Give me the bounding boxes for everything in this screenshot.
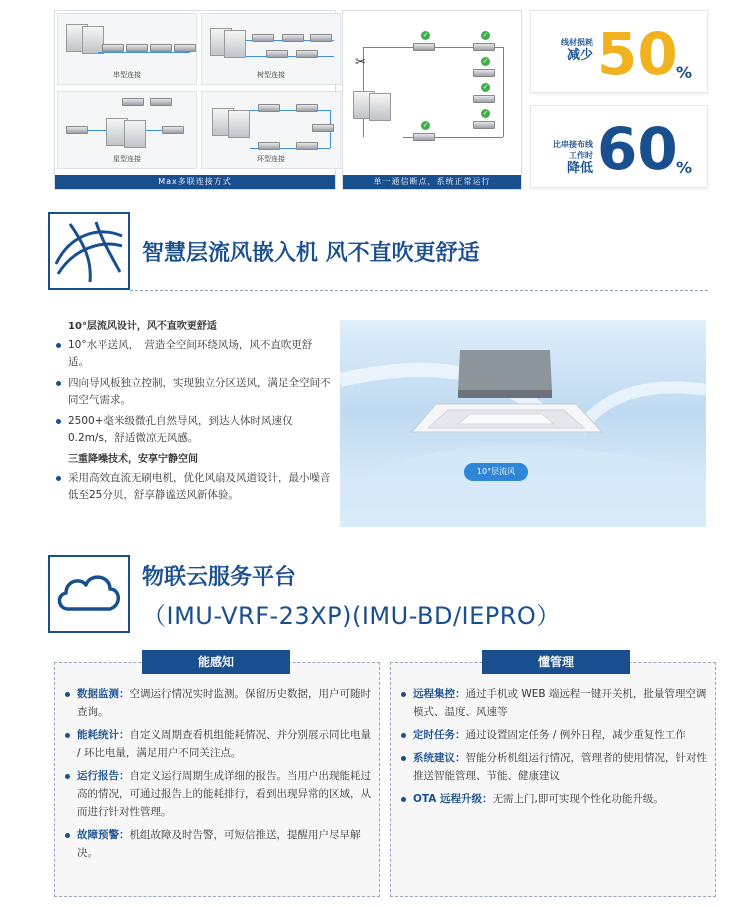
management-item xyxy=(401,685,707,721)
indoor-unit-icon xyxy=(312,124,334,132)
management-item xyxy=(401,749,707,785)
check-icon: ✓ xyxy=(482,31,489,39)
outdoor-unit-icon xyxy=(82,26,104,54)
scissors-icon: ✂ xyxy=(355,55,366,70)
feature-bullet: 10°水平送风， 营造全空间环绕风场，风不直吹更舒适。 xyxy=(56,337,331,371)
indoor-unit-icon xyxy=(296,104,318,112)
indoor-unit-icon xyxy=(258,142,280,150)
section-title-cloud: 物联云服务平台 xyxy=(142,565,297,590)
diagram-caption: 环型连接 xyxy=(257,155,285,163)
outdoor-unit-icon xyxy=(224,30,246,58)
indoor-unit-icon xyxy=(126,44,148,52)
cloud-icon xyxy=(50,557,128,631)
stat-value: 50 xyxy=(597,20,678,88)
cloud-section-icon xyxy=(48,555,130,633)
item-text: 智能分析机组运行情况，管理者的使用情况，针对性推送智能管理、节能、健康建议 xyxy=(413,752,707,782)
tree-connection-diagram xyxy=(201,13,341,85)
perception-list xyxy=(65,685,371,867)
outdoor-unit-icon xyxy=(369,93,391,121)
stat-value: 60 xyxy=(597,115,678,183)
item-lead: 定时任务： xyxy=(413,729,466,741)
section-title-airflow: 智慧层流风嵌入机 风不直吹更舒适 xyxy=(142,241,480,266)
diagram-caption: 树型连接 xyxy=(257,71,285,79)
stat-label xyxy=(535,128,593,188)
item-lead: 运行报告： xyxy=(77,770,130,782)
check-icon: ✓ xyxy=(422,121,429,129)
indoor-unit-icon xyxy=(473,95,495,103)
diagram-caption: 串型连接 xyxy=(113,71,141,79)
stat-unit: % xyxy=(676,63,693,82)
indoor-unit-icon xyxy=(473,69,495,77)
stat-label-small: 线材损耗 xyxy=(561,38,593,47)
indoor-unit-icon xyxy=(413,133,435,141)
stat-label-small: 比串接布线 工作时 xyxy=(553,140,593,160)
outdoor-unit-icon xyxy=(124,120,146,148)
airflow-section-icon xyxy=(48,212,130,290)
airflow-angle-tag: 10°层流风 xyxy=(464,463,528,481)
management-card xyxy=(390,662,716,897)
item-text: 机组故障及时告警，可短信推送，提醒用户尽早解决。 xyxy=(77,829,361,859)
ring-connection-diagram xyxy=(201,91,341,169)
perception-item xyxy=(65,826,371,862)
cassette-unit-illustration xyxy=(340,320,706,527)
perception-item xyxy=(65,767,371,821)
airflow-feature-text xyxy=(56,318,331,508)
cassette-unit-image xyxy=(340,320,706,527)
check-icon: ✓ xyxy=(482,57,489,65)
item-text: 通过手机或 WEB 端远程一键开关机，批量管理空调模式、温度、风速等 xyxy=(413,688,707,718)
serial-connection-diagram xyxy=(57,13,197,85)
item-text: 无需上门,即可实现个性化功能升级。 xyxy=(492,793,664,805)
indoor-unit-icon xyxy=(150,98,172,106)
break-point-bar: 单一通信断点，系统正常运行 xyxy=(343,175,521,189)
indoor-unit-icon xyxy=(282,34,304,42)
perception-item xyxy=(65,726,371,762)
connection-methods-panel xyxy=(54,10,336,190)
management-tab: 懂管理 xyxy=(482,650,630,674)
indoor-unit-icon xyxy=(258,104,280,112)
feature-bullet: 2500+毫米级微孔自然导风，到达人体时风速仅0.2m/s，舒适微凉无风感。 xyxy=(56,413,331,447)
stat-card-work-time xyxy=(530,105,708,188)
item-lead: OTA 远程升级： xyxy=(413,793,493,805)
indoor-unit-icon xyxy=(296,50,318,58)
section-divider xyxy=(130,290,708,291)
feature-bullet: 采用高效直流无刷电机，优化风扇及风道设计，最小噪音低至25分贝，舒享静谧送风新体验。 xyxy=(56,470,331,504)
item-lead: 远程集控： xyxy=(413,688,466,700)
indoor-unit-icon xyxy=(310,34,332,42)
item-lead: 系统建议： xyxy=(413,752,466,764)
diagram-caption: 星型连接 xyxy=(113,155,141,163)
indoor-unit-icon xyxy=(296,142,318,150)
connection-methods-bar: Max多联连接方式 xyxy=(55,175,335,189)
check-icon: ✓ xyxy=(482,109,489,117)
perception-item xyxy=(65,685,371,721)
feature-subhead: 三重降噪技术，安享宁静空间 xyxy=(68,454,198,465)
star-connection-diagram xyxy=(57,91,197,169)
stat-label-big: 减少 xyxy=(566,48,593,63)
section-model-numbers: （IMU-VRF-23XP)(IMU-BD/IEPRO） xyxy=(142,602,561,630)
indoor-unit-icon xyxy=(66,126,88,134)
indoor-unit-icon xyxy=(162,126,184,134)
item-text: 自定义运行周期生成详细的报告。当用户出现能耗过高的情况，可通过报告上的能耗排行，看到出现异常的区域，从而进行针对性管理。 xyxy=(77,770,371,818)
check-icon: ✓ xyxy=(482,83,489,91)
item-text: 通过设置固定任务 / 例外日程，减少重复性工作 xyxy=(465,729,686,741)
indoor-unit-icon xyxy=(413,43,435,51)
stat-card-wire-loss xyxy=(530,10,708,93)
indoor-unit-icon xyxy=(102,44,124,52)
indoor-unit-icon xyxy=(473,121,495,129)
indoor-unit-icon xyxy=(252,34,274,42)
check-icon: ✓ xyxy=(422,31,429,39)
indoor-unit-icon xyxy=(266,50,288,58)
item-lead: 故障预警： xyxy=(77,829,130,841)
item-lead: 数据监测： xyxy=(77,688,130,700)
outdoor-unit-icon xyxy=(228,110,250,138)
stat-label xyxy=(535,37,593,64)
management-list xyxy=(401,685,707,813)
airflow-icon xyxy=(50,214,128,288)
top-feature-row xyxy=(54,10,708,190)
indoor-unit-icon xyxy=(174,44,196,52)
indoor-unit-icon xyxy=(473,43,495,51)
item-text: 自定义周期查看机组能耗情况、并分别展示同比电量 / 环比电量，满足用户不同关注点。 xyxy=(77,729,371,759)
feature-bullet: 四向导风板独立控制，实现独立分区送风，满足全空间不同空气需求。 xyxy=(56,375,331,409)
management-item xyxy=(401,726,707,744)
indoor-unit-icon xyxy=(122,98,144,106)
perception-tab: 能感知 xyxy=(142,650,290,674)
item-lead: 能耗统计： xyxy=(77,729,130,741)
break-point-panel xyxy=(342,10,522,190)
item-text: 空调运行情况实时监测。保留历史数据，用户可随时查询。 xyxy=(77,688,371,718)
feature-subhead: 10°层流风设计，风不直吹更舒适 xyxy=(68,321,217,332)
management-item xyxy=(401,790,707,808)
stat-label-big: 降低 xyxy=(566,161,593,176)
perception-card xyxy=(54,662,380,897)
indoor-unit-icon xyxy=(150,44,172,52)
stat-unit: % xyxy=(676,158,693,177)
